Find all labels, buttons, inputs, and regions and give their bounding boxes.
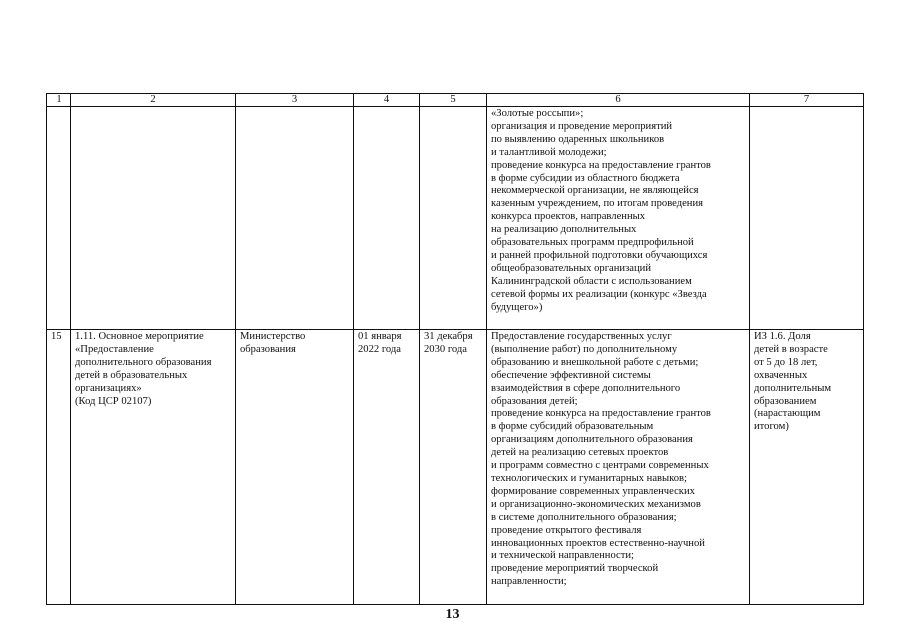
text-line: и организационно-экономических механизмов — [491, 498, 701, 510]
text-line: и программ совместно с центрами современных — [491, 460, 709, 472]
row15-end-date — [420, 330, 487, 605]
text-line: конкурса проектов, направленных — [491, 211, 646, 223]
text-line: проведение конкурса на предоставление грантов — [491, 408, 711, 420]
header-cell-6: 6 — [487, 94, 750, 107]
text-line: проведение конкурса на предоставление грантов — [491, 159, 711, 171]
text-line: детей на реализацию сетевых проектов — [491, 447, 669, 459]
text-line: Калининградской области с использованием — [491, 275, 692, 287]
text-line: детей в образовательных — [75, 369, 188, 381]
text-line: дополнительным — [754, 382, 832, 394]
text-line: 2022 года — [358, 343, 402, 355]
text-line: 2030 года — [424, 343, 468, 355]
text-line: дополнительного образования — [75, 356, 212, 368]
text-line: проведение мероприятий творческой — [491, 563, 659, 575]
continued-cell-2 — [71, 107, 236, 330]
text-line: образования — [240, 343, 296, 355]
text-line: взаимодействия в сфере дополнительного — [491, 382, 681, 394]
header-row — [47, 94, 864, 107]
measures-table — [46, 93, 864, 605]
text-line: организациям дополнительного образования — [491, 434, 693, 446]
text-line: некоммерческой организации, не являющейся — [491, 185, 699, 197]
text-line: образованию и внешкольной работе с детьми; — [491, 356, 699, 368]
text-line: итогом) — [754, 421, 789, 433]
text-line: образовательных программ предпрофильной — [491, 237, 694, 249]
continued-cell-6 — [487, 107, 750, 330]
text-line: в форме субсидии из областного бюджета — [491, 172, 680, 184]
continued-cell-4 — [354, 107, 420, 330]
row15-measure-name — [71, 330, 236, 605]
text-line: направленности; — [491, 576, 567, 588]
text-line: и талантливой молодежи; — [491, 146, 607, 158]
header-cell-7: 7 — [750, 94, 864, 107]
text-line: и технической направленности; — [491, 550, 634, 562]
text-line: в форме субсидий образовательным — [491, 421, 654, 433]
text-line: охваченных — [754, 369, 808, 381]
text-line: (нарастающим — [754, 408, 821, 420]
text-line: «Золотые россыпи»; — [491, 108, 584, 119]
text-line: и ранней профильной подготовки обучающихся — [491, 249, 708, 261]
row15-indicator — [750, 330, 864, 605]
continued-cell-3 — [236, 107, 354, 330]
text-line: «Предоставление — [75, 343, 154, 355]
continued-cell-7 — [750, 107, 864, 330]
text-line: (Код ЦСР 02107) — [75, 395, 152, 407]
text-line: 01 января — [358, 331, 402, 342]
row15-executor — [236, 330, 354, 605]
table-row-continued — [47, 107, 864, 330]
continued-cell-5 — [420, 107, 487, 330]
text-line: казенным учреждением, по итогам проведения — [491, 198, 703, 210]
text-line: технологических и гуманитарных навыков; — [491, 472, 687, 484]
row15-number: 15 — [47, 330, 71, 605]
table-row-15 — [47, 330, 864, 605]
header-cell-5: 5 — [420, 94, 487, 107]
text-line: организациях» — [75, 382, 142, 394]
continued-cell-1 — [47, 107, 71, 330]
page-number: 13 — [445, 607, 460, 622]
text-line: 31 декабря — [424, 331, 473, 342]
header-cell-3: 3 — [236, 94, 354, 107]
text-line: (выполнение работ) по дополнительному — [491, 343, 678, 355]
text-line: будущего») — [491, 301, 543, 313]
row15-start-date — [354, 330, 420, 605]
text-line: организация и проведение мероприятий — [491, 120, 673, 132]
text-line: образования детей; — [491, 395, 578, 407]
text-line: от 5 до 18 лет, — [754, 356, 818, 368]
text-line: ИЗ 1.6. Доля — [754, 331, 811, 342]
text-line: в системе дополнительного образования; — [491, 511, 677, 523]
text-line: проведение открытого фестиваля — [491, 524, 642, 536]
text-line: инновационных проектов естественно-научной — [491, 537, 705, 549]
row15-description — [487, 330, 750, 605]
header-cell-4: 4 — [354, 94, 420, 107]
text-line: сетевой формы их реализации (конкурс «Звезда — [491, 288, 707, 300]
text-line: 1.11. Основное мероприятие — [75, 331, 204, 342]
text-line: на реализацию дополнительных — [491, 224, 637, 236]
text-line: детей в возрасте — [754, 343, 828, 355]
header-cell-2: 2 — [71, 94, 236, 107]
text-line: по выявлению одаренных школьников — [491, 133, 665, 145]
text-line: образованием — [754, 395, 817, 407]
text-line: формирование современных управленческих — [491, 485, 695, 497]
header-cell-1: 1 — [47, 94, 71, 107]
text-line: Предоставление государственных услуг — [491, 331, 672, 342]
text-line: Министерство — [240, 331, 306, 342]
text-line: обеспечение эффективной системы — [491, 369, 651, 381]
text-line: общеобразовательных организаций — [491, 262, 651, 274]
